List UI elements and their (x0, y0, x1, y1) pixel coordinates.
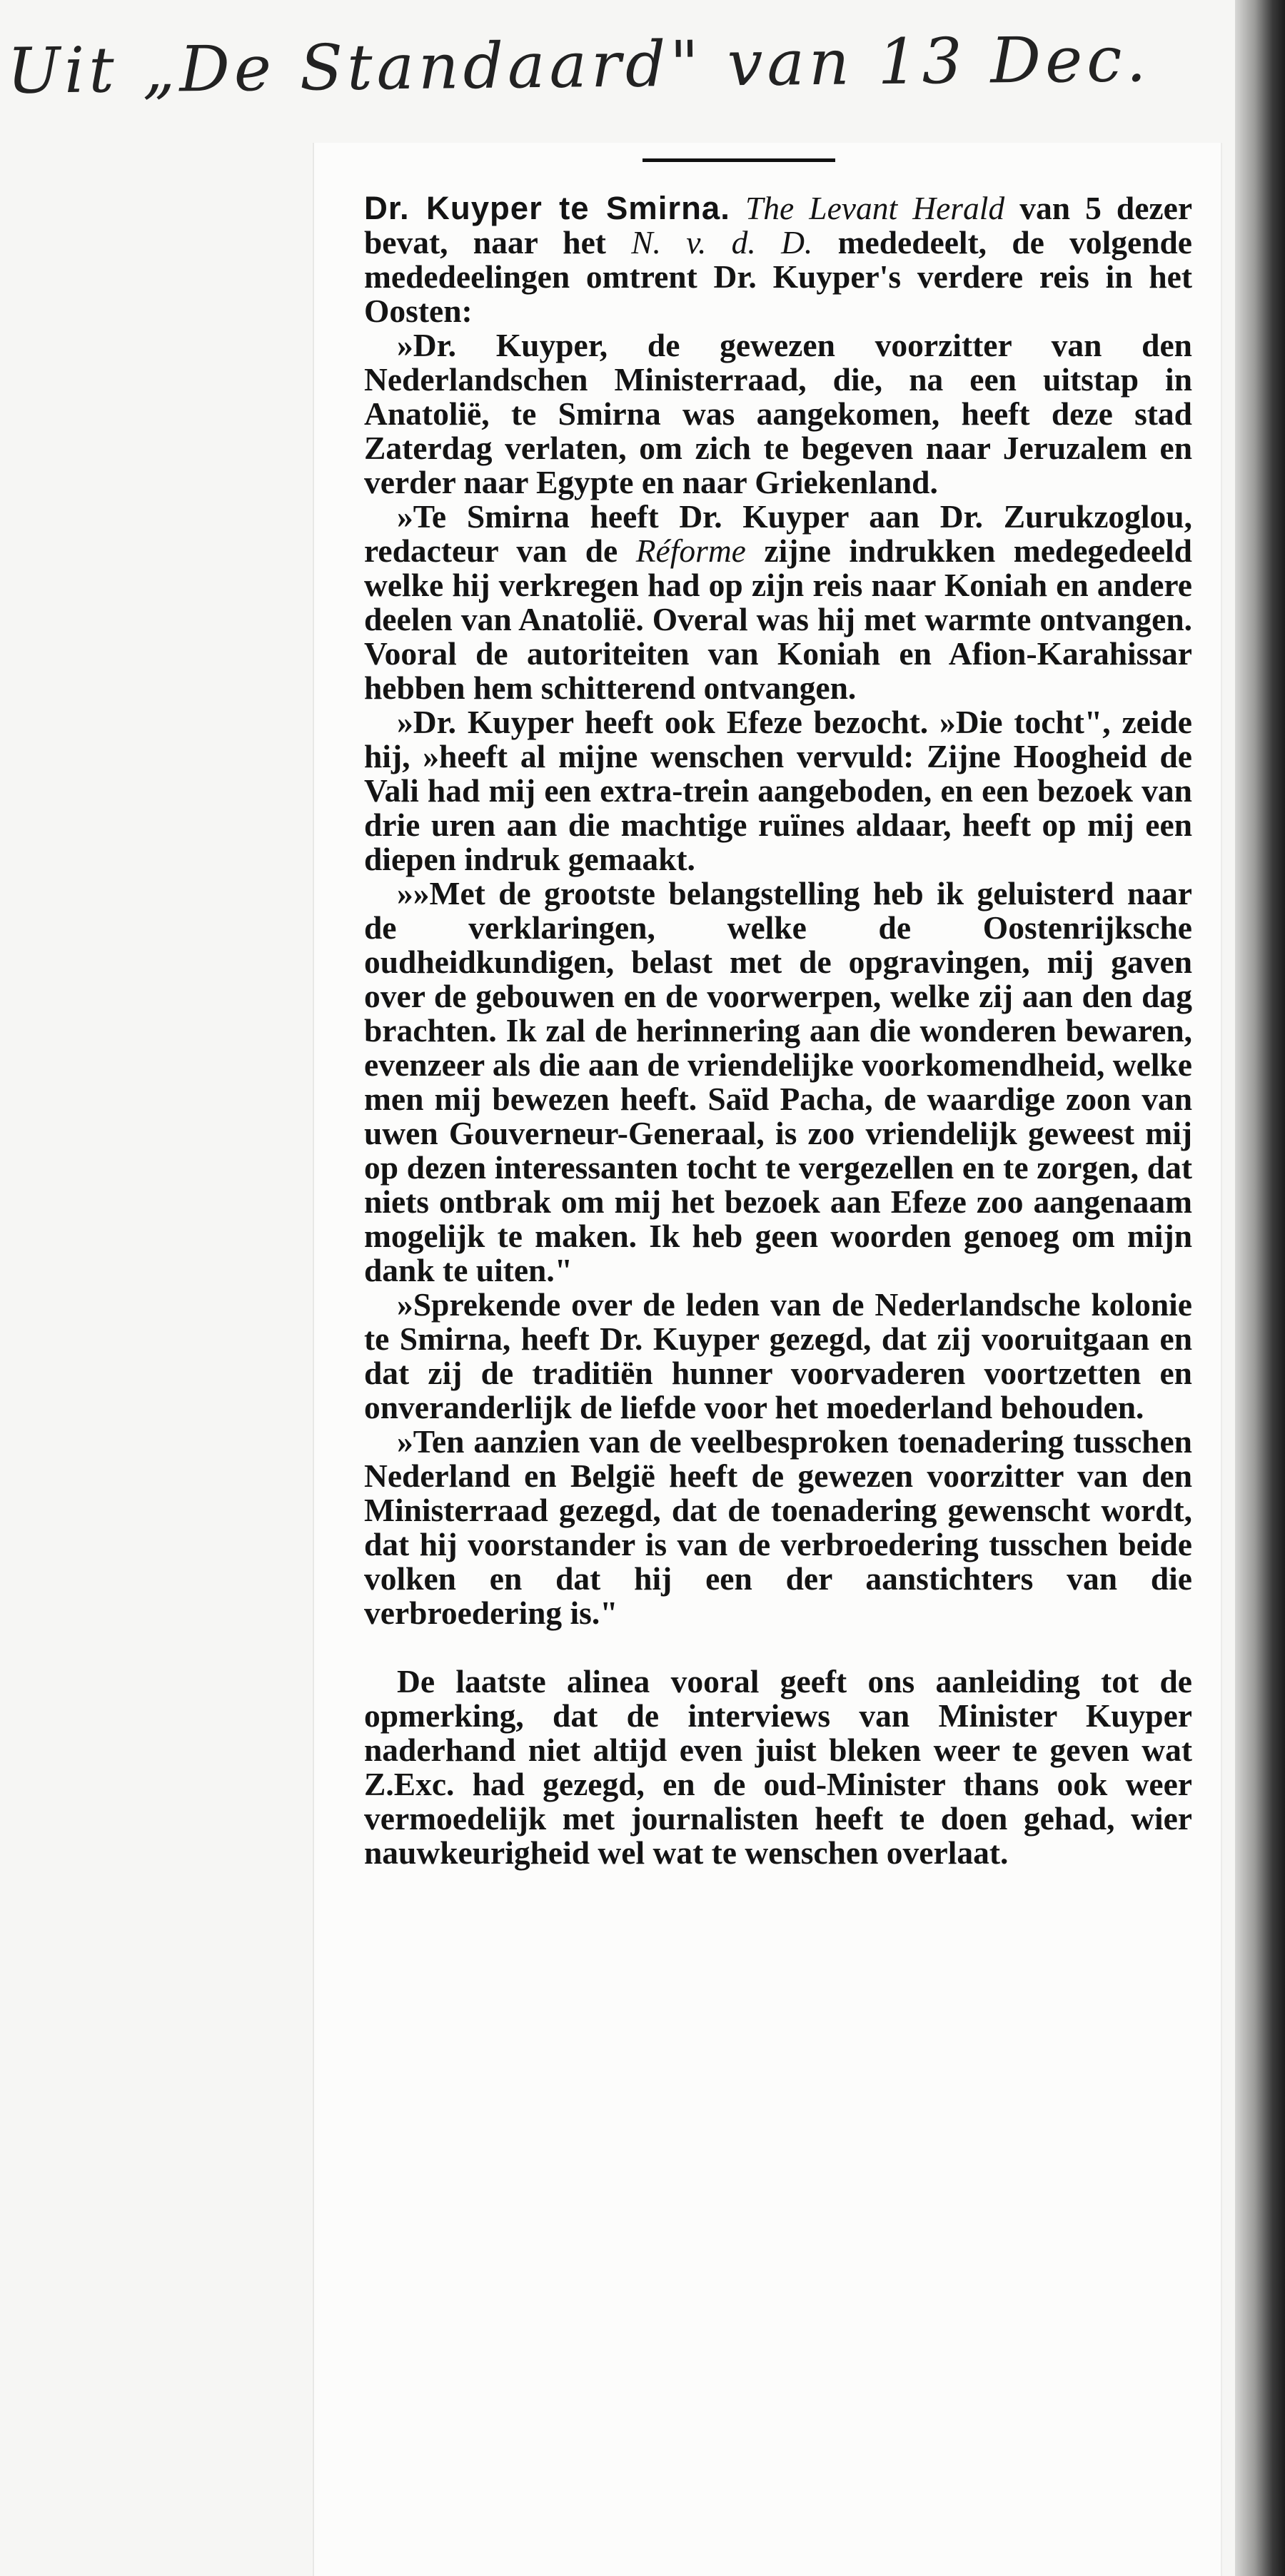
separator-rule (642, 158, 835, 162)
handwritten-note: Uit „De Standaard" van 13 Dec. (6, 22, 1151, 108)
closing-paragraph: De laatste alinea vooral geeft ons aanleiding tot de opmerking, dat de interviews van Minister Kuyper naderhand niet altijd even juist bleken weer te geven wat Z.Exc. had gezegd, en de oud-Minister thans ook weer vermoedelijk met journalisten heeft te doen gehad, wier nauwkeurigheid wel wat te wenschen overlaat. (364, 1663, 1192, 1871)
lead-text-2: mededeelt, de volgende mededeelingen omtrent Dr. Kuyper's verdere reis in het Oosten: (364, 224, 1193, 329)
paragraph-2 (364, 500, 1192, 705)
paragraph-4: »»Met de grootste belangstelling heb ik geluisterd naar de verklaringen, welke de Oostenrijksche oudheidkundigen, belast met de opgravingen, mij gaven over de gebouwen en de voorwerpen, welke zij aan den dag brachten. Ik zal de herinnering aan die wonderen bewaren, evenzeer als die aan de vriendelijke voorkomendheid, welke men mij bewezen heeft. Saïd Pacha, de waardige zoon van uwen Gouverneur-Generaal, is zoo vriendelijk geweest mij op dezen interessanten tocht te vergezellen en te zorgen, dat niets ontbrak om mij het bezoek aan Efeze zoo aangenaam mogelijk te maken. Ik heb geen woorden genoeg om mijn dank te uiten." (364, 875, 1192, 1288)
article-body (364, 191, 1192, 1870)
source-paper: The Levant Herald (745, 190, 1005, 226)
paragraph-1: »Dr. Kuyper, de gewezen voorzitter van den Nederlandschen Ministerraad, die, na een uitstap in Anatolië, te Smirna was aangekomen, heeft deze stad Zaterdag verlaten, om zich te begeven naar Jeruzalem en verder naar Egypte en naar Griekenland. (364, 327, 1192, 500)
paragraph-5: »Sprekende over de leden van de Nederlandsche kolonie te Smirna, heeft Dr. Kuyper gezegd, dat zij vooruitgaan en dat zij de traditiën hunner voorvaderen voortzetten en onveranderlijk de liefde voor het moederland behouden. (364, 1286, 1192, 1425)
scan-edge (1235, 0, 1285, 2576)
newspaper-clipping (314, 143, 1221, 2576)
lead-paragraph (364, 191, 1192, 328)
paragraph-2-text-2: zijne indrukken medegedeeld welke hij verkregen had op zijn reis naar Koniah en andere deelen van Anatolië. Overal was hij met warmte ontvangen. Vooral de autoriteiten van Koniah en Afion-Karahissar hebben hem schitterend ontvangen. (364, 532, 1192, 706)
lead-source: N. v. d. D. (631, 224, 813, 261)
lead-text-1: van 5 dezer bevat, naar het (364, 190, 1193, 261)
headline: Dr. Kuyper te Smirna. (364, 190, 730, 226)
paragraph-2-journal: Réforme (635, 532, 746, 569)
paragraph-2-text-1: »Te Smirna heeft Dr. Kuyper aan Dr. Zurukzoglou, redacteur van de (364, 498, 1192, 569)
paragraph-3: »Dr. Kuyper heeft ook Efeze bezocht. »Die tocht", zeide hij, »heeft al mijne wenschen vervuld: Zijne Hoogheid de Vali had mij een extra-trein aangeboden, en een bezoek van drie uren aan die machtige ruïnes aldaar, heeft op mij een diepen indruk gemaakt. (364, 704, 1192, 877)
paragraph-6: »Ten aanzien van de veelbesproken toenadering tusschen Nederland en België heeft de gewezen voorzitter van den Ministerraad gezegd, dat de toenadering gewenscht wordt, dat hij voorstander is van de verbroedering tusschen beide volken en dat hij een der aanstichters van die verbroedering is." (364, 1423, 1192, 1631)
